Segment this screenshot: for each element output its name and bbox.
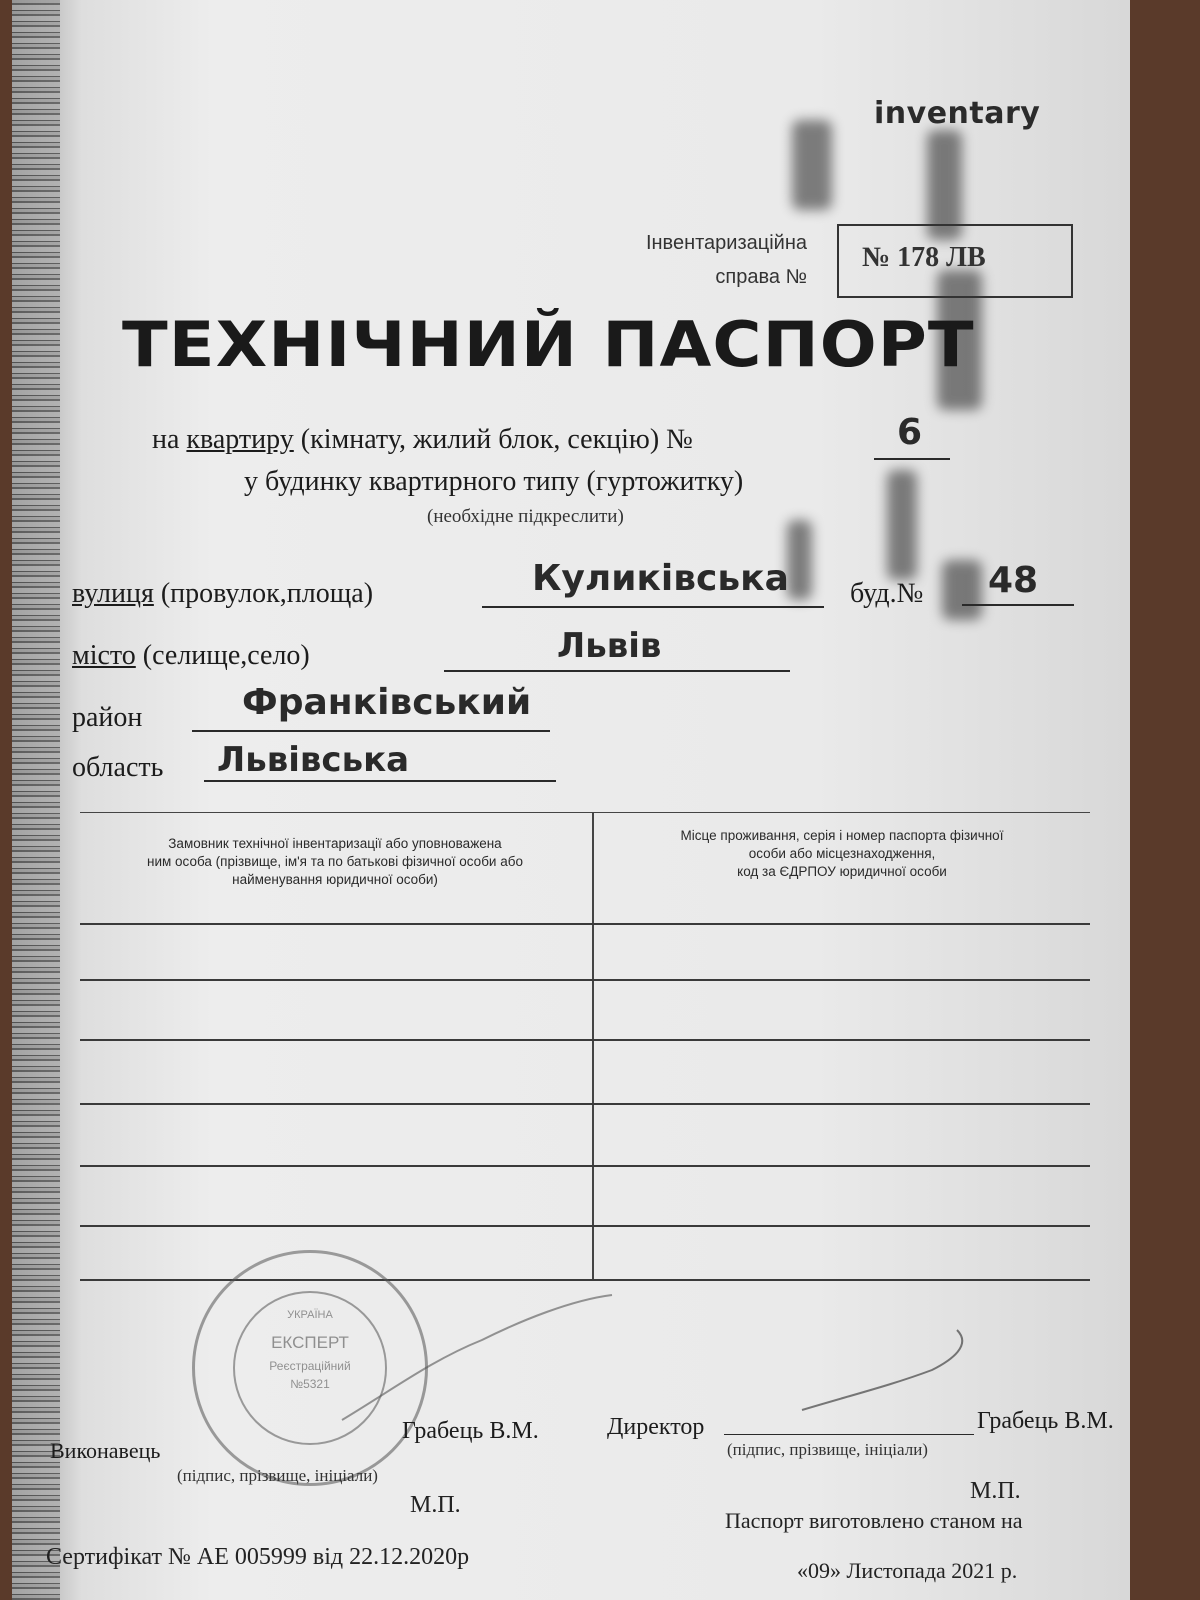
stamp-subtitle: Реєстраційний <box>269 1359 351 1373</box>
stamp-number: №5321 <box>290 1377 330 1391</box>
subject-rest: (кімнату, жилий блок, секцію) № <box>300 424 693 455</box>
executor-label: Виконавець <box>50 1438 161 1463</box>
subject-prefix: на <box>152 424 180 455</box>
director-mp: М.П. <box>970 1478 1021 1504</box>
director-signature-line <box>724 1434 974 1435</box>
region-label: область <box>72 752 164 783</box>
inventory-label-line1: Інвентаризаційна <box>645 232 807 254</box>
executor-mp: М.П. <box>410 1492 461 1518</box>
table-header-residence-line: Місце проживання, серія і номер паспорта фізичної <box>680 828 1004 843</box>
inventory-label-line2: справа № <box>715 266 807 288</box>
stamp-country: УКРАЇНА <box>287 1309 333 1321</box>
director-label: Директор <box>607 1414 705 1440</box>
inventory-number: № 178 ЛВ <box>862 242 986 273</box>
stamp-title: ЕКСПЕРТ <box>271 1333 349 1352</box>
table-header-customer-line: ним особа (прізвище, ім'я та по батькові фізичної особи або <box>147 854 523 869</box>
street-value: Куликівська <box>532 558 789 599</box>
executor-name: Грабець В.М. <box>402 1418 539 1444</box>
director-name: Грабець В.М. <box>977 1408 1114 1434</box>
street-label-rest: (провулок,площа) <box>160 578 374 609</box>
subject-note: (необхідне підкреслити) <box>427 506 624 527</box>
building-value: 48 <box>988 560 1039 601</box>
table-header-residence-line: особи або місцезнаходження, <box>748 846 936 861</box>
document-page <box>12 0 1130 1600</box>
table-header-residence-line: код за ЄДРПОУ юридичної особи <box>737 864 947 879</box>
director-caption: (підпис, прізвище, ініціали) <box>727 1440 928 1459</box>
street-label-underlined: вулиця <box>72 578 154 609</box>
subject-line2: у будинку квартирного типу (гуртожитку) <box>244 466 744 497</box>
table-header-customer-line: найменування юридичної особи) <box>232 872 438 887</box>
certificate-line: Сертифікат № АЕ 005999 від 22.12.2020р <box>46 1544 470 1570</box>
brand-logo: inventary <box>874 96 1041 131</box>
prepared-line2: «09» Листопада 2021 р. <box>797 1558 1018 1583</box>
city-label-rest: (селище,село) <box>142 640 310 671</box>
region-value: Львівська <box>217 740 410 780</box>
signature-strokes <box>12 0 1130 1600</box>
executor-caption: (підпис, прізвище, ініціали) <box>177 1466 378 1485</box>
city-label-underlined: місто <box>72 640 136 671</box>
district-value: Франківський <box>242 682 532 723</box>
subject-apartment-underlined: квартиру <box>186 424 294 455</box>
prepared-line1: Паспорт виготовлено станом на <box>725 1508 1023 1533</box>
city-value: Львів <box>557 626 662 666</box>
apartment-number: 6 <box>897 412 923 453</box>
building-label: буд.№ <box>850 578 924 609</box>
table-header-customer-line: Замовник технічної інвентаризації або уповноважена <box>168 836 502 851</box>
document-title: ТЕХНІЧНИЙ ПАСПОРТ <box>122 308 975 381</box>
district-label: район <box>72 702 143 733</box>
